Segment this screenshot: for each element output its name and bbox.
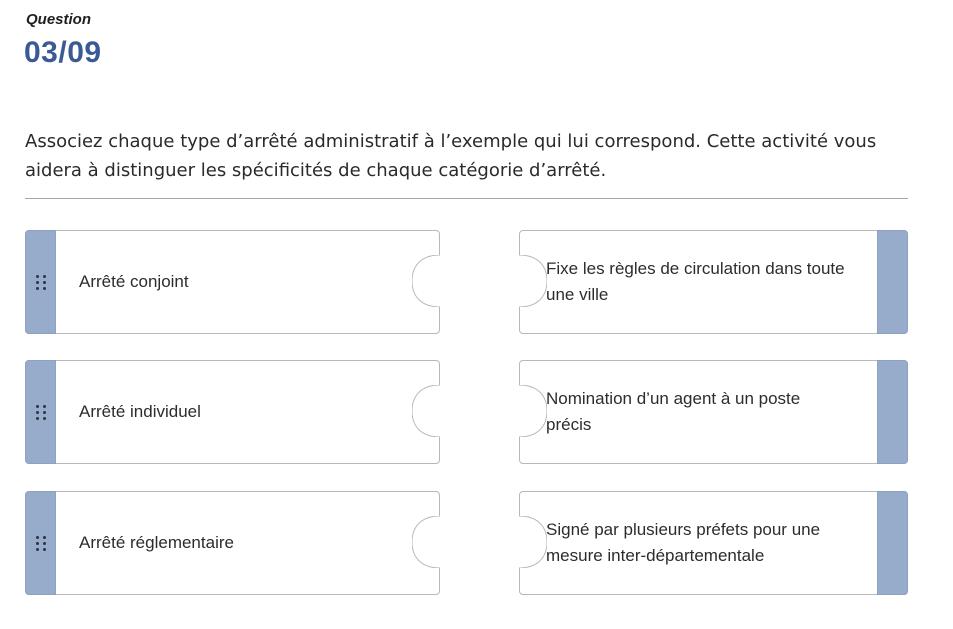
left-match-card-1[interactable] xyxy=(25,230,440,334)
puzzle-notch xyxy=(412,385,440,437)
drag-handle-icon xyxy=(36,405,46,420)
right-card-handle xyxy=(877,360,908,464)
puzzle-notch xyxy=(519,385,547,437)
right-card-label: Fixe les règles de circulation dans toute une ville xyxy=(546,259,845,304)
drag-handle-icon xyxy=(36,536,46,551)
question-number: 03/09 xyxy=(24,36,102,69)
right-match-card-3[interactable] xyxy=(519,491,908,595)
left-match-card-2[interactable] xyxy=(25,360,440,464)
puzzle-notch xyxy=(412,516,440,568)
puzzle-notch xyxy=(519,255,547,307)
drag-handle[interactable] xyxy=(25,230,56,334)
drag-handle-icon xyxy=(36,275,46,290)
right-card-handle xyxy=(877,491,908,595)
drag-handle[interactable] xyxy=(25,360,56,464)
drag-handle[interactable] xyxy=(25,491,56,595)
left-card-label: Arrêté réglementaire xyxy=(79,533,234,552)
left-card-label: Arrêté conjoint xyxy=(79,272,189,291)
divider xyxy=(25,198,908,199)
right-match-card-2[interactable] xyxy=(519,360,908,464)
right-card-label: Nomination d’un agent à un poste précis xyxy=(546,389,801,434)
right-card-label: Signé par plusieurs préfets pour une mesure inter-départementale xyxy=(546,520,821,565)
left-card-label: Arrêté individuel xyxy=(79,402,201,421)
left-match-card-3[interactable] xyxy=(25,491,440,595)
right-match-card-1[interactable] xyxy=(519,230,908,334)
puzzle-notch xyxy=(412,255,440,307)
puzzle-notch xyxy=(519,516,547,568)
instructions-text: Associez chaque type d’arrêté administratif à l’exemple qui lui correspond. Cette activité vous aidera à distinguer les spécificités de chaque catégorie d’arrêté. xyxy=(25,131,877,181)
question-label: Question xyxy=(26,11,92,28)
right-card-handle xyxy=(877,230,908,334)
